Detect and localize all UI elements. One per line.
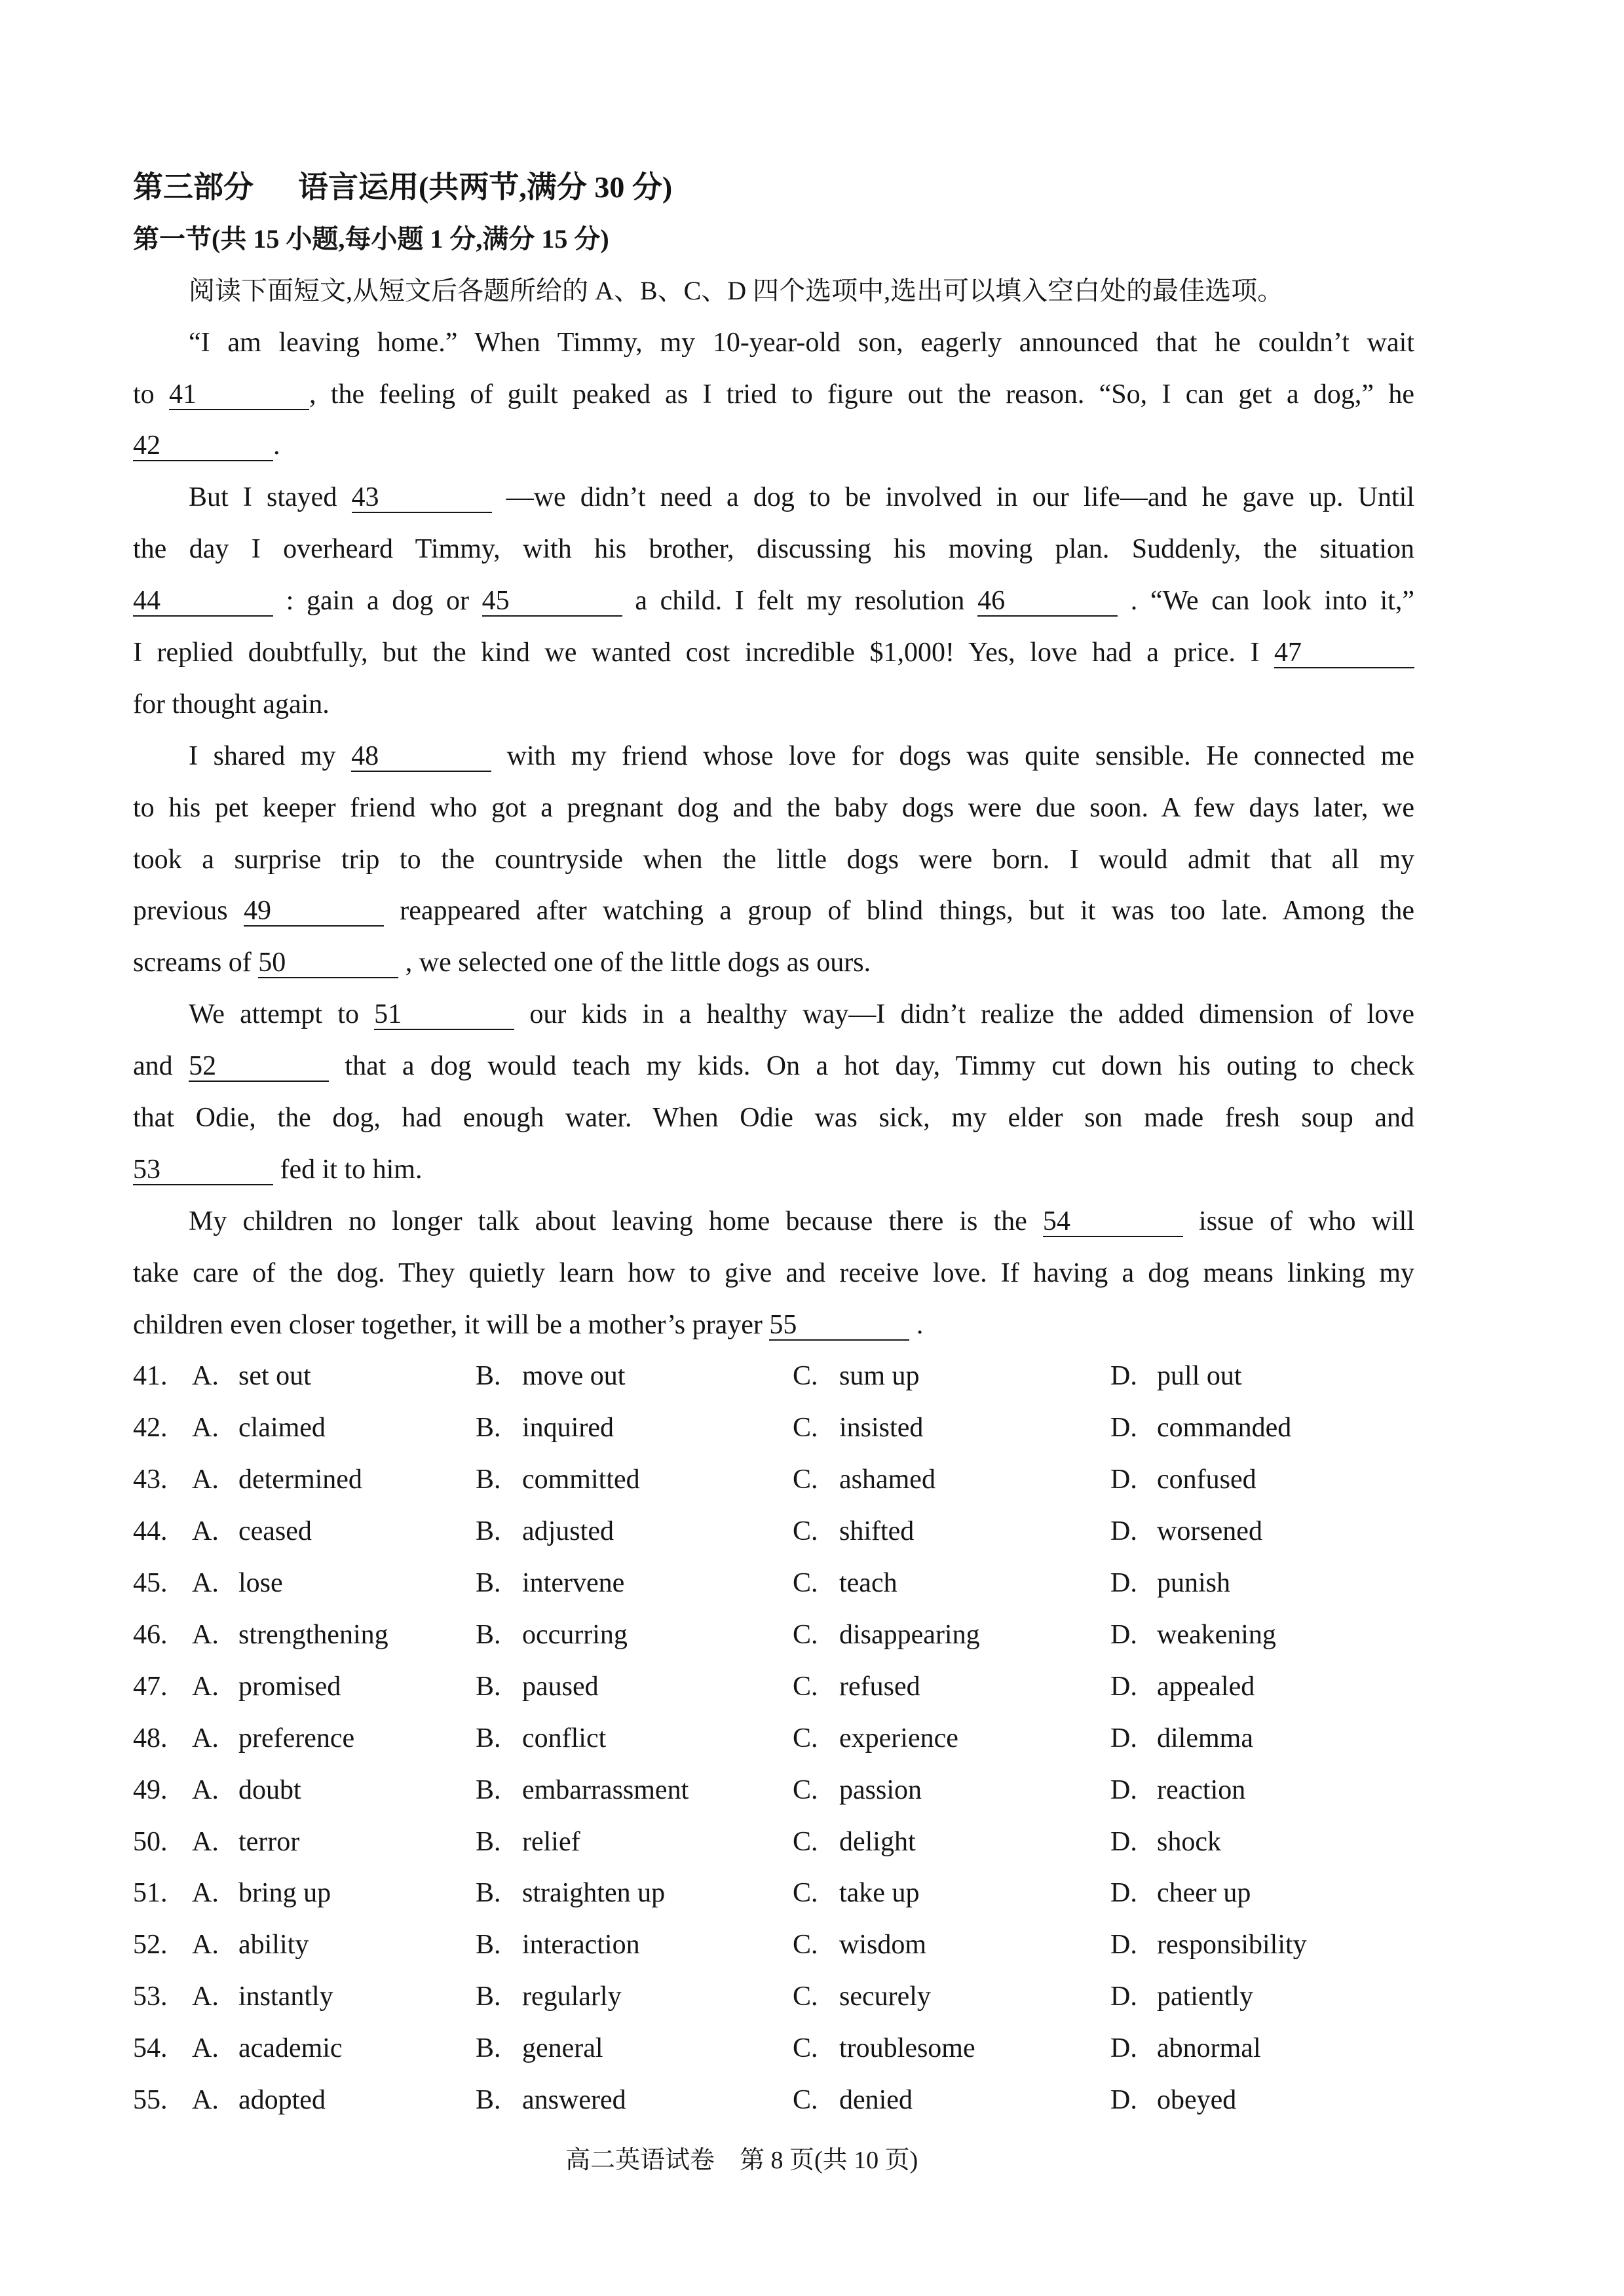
passage-line [133,834,1414,886]
blank-49: 49 [244,896,384,927]
option-text: interaction [522,1930,640,1961]
option-c [793,1713,958,1765]
question-row [133,2023,1414,2075]
question-row [133,1506,1414,1558]
passage-text: . [273,430,280,461]
blank-43: 43 [352,483,492,513]
passage-text: with my friend whose love for dogs was quite sensible. He connected me [491,740,1414,771]
option-d [1110,1506,1262,1558]
option-letter: C. [793,1826,818,1857]
option-text: patiently [1157,1981,1253,2012]
option-letter: B. [476,1619,501,1650]
option-letter: B. [476,1568,501,1599]
option-letter: C. [793,1774,818,1805]
option-text: adopted [238,2084,326,2115]
question-row [133,2075,1414,2126]
option-text: paused [522,1671,599,1702]
question-row [133,1402,1414,1454]
passage-line [133,575,1414,627]
option-a [192,1661,341,1713]
option-letter: C. [793,2084,818,2115]
option-b [476,1816,580,1868]
option-text: obeyed [1157,2084,1237,2115]
instructions: 阅读下面短文,从短文后各题所给的 A、B、C、D 四个选项中,选出可以填入空白处的最佳选项。 [189,275,1284,305]
question-row [133,1661,1414,1713]
option-text: disappearing [839,1619,980,1650]
option-letter: C. [793,1930,818,1961]
option-letter: B. [476,1878,501,1909]
passage-text: fed it to him. [273,1154,423,1185]
option-text: worsened [1157,1516,1262,1547]
option-letter: D. [1110,1878,1137,1909]
option-a [192,1765,301,1816]
passage-line [133,679,1414,731]
passage-line [133,1041,1414,1092]
option-letter: B. [476,1516,501,1547]
option-letter: D. [1110,1568,1137,1599]
blank-54: 54 [1043,1207,1183,1237]
blank-47: 47 [1274,638,1414,668]
question-number: 48. [133,1723,168,1753]
question-number: 50. [133,1826,168,1857]
option-d [1110,1713,1253,1765]
passage-text: issue of who will [1182,1206,1414,1236]
option-text: promised [238,1671,341,1702]
blank-45: 45 [482,586,622,617]
option-b [476,1713,606,1765]
passage-line [133,317,1414,369]
blank-46: 46 [977,586,1118,617]
option-b [476,1971,622,2023]
option-a [192,1971,333,2023]
option-letter: C. [793,1464,818,1495]
question-row [133,1816,1414,1868]
option-text: claimed [238,1413,326,1444]
blank-53: 53 [133,1155,273,1185]
option-b [476,1867,665,1919]
option-b [476,1350,625,1402]
option-d [1110,1350,1242,1402]
passage-text: and [133,1051,189,1082]
passage-line [133,989,1414,1041]
option-d [1110,1661,1255,1713]
subsection-heading: 第一节(共 15 小题,每小题 1 分,满分 15 分) [133,223,609,254]
option-text: passion [839,1774,922,1805]
question-row [133,1919,1414,1971]
option-letter: C. [793,1361,818,1392]
option-letter: B. [476,1361,501,1392]
option-letter: B. [476,1413,501,1444]
page-footer: 高二英语试卷 第 8 页(共 10 页) [565,2147,918,2174]
option-text: move out [522,1361,626,1392]
option-text: ability [238,1930,309,1961]
passage-text: reappeared after watching a group of blind things, but it was too late. Among the [383,896,1414,927]
option-text: wisdom [839,1930,927,1961]
option-letter: B. [476,2033,501,2064]
option-a [192,1402,326,1454]
passage-text: screams of [133,947,259,978]
option-a [192,1558,283,1609]
passage-text: for thought again. [133,689,330,719]
option-letter: A. [192,1619,219,1650]
question-number: 43. [133,1464,168,1495]
page-content [133,162,1414,2126]
passage-text: to [133,379,169,410]
passage-text: . [909,1309,924,1340]
option-c [793,1454,935,1506]
blank-50: 50 [258,948,398,978]
option-text: take up [839,1878,920,1909]
question-number: 53. [133,1981,168,2012]
option-letter: D. [1110,1723,1137,1753]
passage-line [133,1196,1414,1248]
option-b [476,1558,624,1609]
option-letter: C. [793,1413,818,1444]
option-c [793,1402,923,1454]
option-text: answered [522,2084,626,2115]
option-text: regularly [522,1981,622,2012]
passage-text: to his pet keeper friend who got a pregnant dog and the baby dogs were due soon. A few days later, we [133,792,1414,823]
passage-text: We attempt to [189,999,375,1030]
option-text: intervene [522,1568,625,1599]
option-b [476,1919,640,1971]
option-text: set out [238,1361,311,1392]
option-letter: C. [793,1671,818,1702]
option-text: preference [238,1723,355,1753]
blank-51: 51 [374,1000,514,1030]
passage-text: children even closer together, it will be a mother’s prayer [133,1309,770,1340]
option-text: inquired [522,1413,614,1444]
option-text: reaction [1157,1774,1246,1805]
option-letter: A. [192,1568,219,1599]
passage-line [133,731,1414,782]
option-text: weakening [1157,1619,1276,1650]
option-a [192,1816,299,1868]
question-number: 49. [133,1774,168,1805]
option-text: conflict [522,1723,607,1753]
option-d [1110,1867,1251,1919]
option-text: relief [522,1826,580,1857]
question-row [133,1713,1414,1765]
passage-line [133,1299,1414,1351]
passage-text: . “We can look into it,” [1118,586,1414,617]
option-text: ashamed [839,1464,935,1495]
option-c [793,1971,931,2023]
option-a [192,1867,331,1919]
option-letter: D. [1110,2084,1137,2115]
option-letter: D. [1110,1516,1137,1547]
passage-text: , the feeling of guilt peaked as I tried to figure out the reason. “So, I can get a dog,” he [309,379,1414,410]
option-text: occurring [522,1619,628,1650]
question-number: 46. [133,1619,168,1650]
option-d [1110,1609,1276,1661]
passage-text: —we didn’t need a dog to be involved in our life—and he gave up. Until [491,482,1415,513]
question-number: 51. [133,1878,168,1909]
option-a [192,1454,362,1506]
question-number: 52. [133,1930,168,1961]
option-text: general [522,2033,603,2064]
option-d [1110,1765,1245,1816]
option-text: punish [1157,1568,1231,1599]
option-text: straighten up [522,1878,666,1909]
option-d [1110,1816,1221,1868]
question-row [133,1609,1414,1661]
option-letter: A. [192,1413,219,1444]
option-text: adjusted [522,1516,614,1547]
question-number: 41. [133,1361,168,1392]
option-text: commanded [1157,1413,1292,1444]
passage-text: previous [133,896,244,927]
question-row [133,1765,1414,1816]
option-text: securely [839,1981,931,2012]
option-letter: A. [192,1464,219,1495]
option-letter: A. [192,2084,219,2115]
passage-line [133,369,1414,421]
option-b [476,1765,689,1816]
option-d [1110,1558,1230,1609]
option-letter: B. [476,1464,501,1495]
option-letter: D. [1110,1826,1137,1857]
option-text: teach [839,1568,897,1599]
passage-line [133,524,1414,575]
option-letter: C. [793,1981,818,2012]
question-row [133,1971,1414,2023]
section-title: 语言运用(共两节,满分 30 分) [298,170,673,204]
option-c [793,1506,914,1558]
option-letter: C. [793,2033,818,2064]
blank-55: 55 [769,1311,909,1341]
option-letter: C. [793,1723,818,1753]
option-d [1110,1454,1256,1506]
option-letter: D. [1110,1774,1137,1805]
option-d [1110,1971,1253,2023]
option-letter: B. [476,1930,501,1961]
question-number: 47. [133,1671,168,1702]
option-letter: B. [476,1723,501,1753]
option-letter: A. [192,1516,219,1547]
question-row [133,1350,1414,1402]
option-c [793,1816,916,1868]
passage-text: our kids in a healthy way—I didn’t realize the added dimension of love [514,999,1414,1030]
passage-text: “I am leaving home.” When Timmy, my 10-year-old son, eagerly announced that he couldn’t wait [189,327,1414,358]
option-c [793,1558,897,1609]
option-letter: D. [1110,1981,1137,2012]
question-row [133,1454,1414,1506]
passage-text: the day I overheard Timmy, with his brother, discussing his moving plan. Suddenly, the situation [133,534,1414,565]
passage-line [133,1248,1414,1299]
option-text: refused [839,1671,920,1702]
passage-text: : gain a dog or [273,586,482,617]
option-c [793,2075,913,2126]
option-letter: B. [476,2084,501,2115]
passage-text: a child. I felt my resolution [622,586,978,617]
option-letter: B. [476,1826,501,1857]
option-text: sum up [839,1361,920,1392]
option-text: instantly [238,1981,333,2012]
option-b [476,2023,603,2075]
question-number: 44. [133,1516,168,1547]
option-text: experience [839,1723,958,1753]
question-row [133,1867,1414,1919]
option-b [476,1402,614,1454]
option-c [793,1350,920,1402]
passage-text: that Odie, the dog, had enough water. When Odie was sick, my elder son made fresh soup and [133,1103,1414,1134]
option-a [192,1609,388,1661]
question-number: 55. [133,2084,168,2115]
option-text: academic [238,2033,343,2064]
option-letter: A. [192,1878,219,1909]
option-letter: B. [476,1671,501,1702]
passage-text: My children no longer talk about leaving home because there is the [189,1206,1043,1236]
option-letter: C. [793,1516,818,1547]
option-letter: B. [476,1981,501,2012]
cloze-passage [133,317,1414,1351]
question-number: 54. [133,2033,168,2064]
option-letter: A. [192,1981,219,2012]
option-c [793,1661,920,1713]
option-d [1110,2075,1236,2126]
option-text: lose [238,1568,283,1599]
question-number: 42. [133,1413,168,1444]
option-c [793,1609,980,1661]
option-c [793,1919,926,1971]
option-d [1110,1919,1307,1971]
section-part-label: 第三部分 [133,170,254,204]
option-text: embarrassment [522,1774,689,1805]
option-letter: D. [1110,1619,1137,1650]
passage-text: took a surprise trip to the countryside when the little dogs were born. I would admit that all my [133,844,1414,875]
passage-text: take care of the dog. They quietly learn how to give and receive love. If having a dog means linking my [133,1257,1414,1288]
option-letter: A. [192,1930,219,1961]
option-text: denied [839,2084,913,2115]
passage-line [133,1092,1414,1144]
passage-line [133,1144,1414,1196]
passage-line [133,420,1414,472]
question-row [133,1558,1414,1609]
option-a [192,1350,311,1402]
option-text: committed [522,1464,640,1495]
option-text: pull out [1157,1361,1242,1392]
passage-text: that a dog would teach my kids. On a hot day, Timmy cut down his outing to check [329,1051,1414,1082]
option-c [793,2023,975,2075]
option-text: shifted [839,1516,915,1547]
option-letter: D. [1110,1671,1137,1702]
option-text: strengthening [238,1619,388,1650]
option-text: ceased [238,1516,312,1547]
option-text: cheer up [1157,1878,1251,1909]
blank-42: 42 [133,431,273,461]
option-a [192,1919,309,1971]
blank-52: 52 [189,1052,329,1082]
option-letter: D. [1110,1413,1137,1444]
option-letter: B. [476,1774,501,1805]
option-letter: A. [192,1361,219,1392]
passage-line [133,472,1414,524]
blank-44: 44 [133,586,273,617]
option-letter: C. [793,1878,818,1909]
option-text: terror [238,1826,300,1857]
option-text: bring up [238,1878,331,1909]
option-text: delight [839,1826,916,1857]
option-letter: A. [192,1723,219,1753]
option-text: determined [238,1464,362,1495]
question-number: 45. [133,1568,168,1599]
passage-line [133,885,1414,937]
option-letter: C. [793,1568,818,1599]
option-letter: A. [192,2033,219,2064]
option-letter: C. [793,1619,818,1650]
option-text: abnormal [1157,2033,1261,2064]
option-letter: D. [1110,2033,1137,2064]
passage-line [133,627,1414,679]
blank-48: 48 [351,742,491,772]
option-text: dilemma [1157,1723,1253,1753]
option-text: confused [1157,1464,1256,1495]
option-text: responsibility [1157,1930,1307,1961]
option-a [192,2023,343,2075]
option-a [192,2075,326,2126]
option-letter: A. [192,1774,219,1805]
option-a [192,1506,312,1558]
option-c [793,1867,919,1919]
option-letter: D. [1110,1361,1137,1392]
option-a [192,1713,354,1765]
option-text: appealed [1157,1671,1255,1702]
blank-41: 41 [169,380,309,410]
option-letter: D. [1110,1464,1137,1495]
option-text: insisted [839,1413,924,1444]
passage-text: I shared my [189,740,352,771]
option-b [476,1609,628,1661]
option-d [1110,2023,1261,2075]
option-text: doubt [238,1774,301,1805]
option-c [793,1765,922,1816]
option-letter: A. [192,1826,219,1857]
option-letter: A. [192,1671,219,1702]
option-letter: D. [1110,1930,1137,1961]
passage-line [133,937,1414,989]
question-options [133,1350,1414,2126]
option-text: troublesome [839,2033,975,2064]
section-heading [133,162,1414,214]
option-b [476,2075,626,2126]
option-text: shock [1157,1826,1221,1857]
passage-text: I replied doubtfully, but the kind we wanted cost incredible $1,000! Yes, love had a price. I [133,638,1274,668]
passage-text: , we selected one of the little dogs as ours. [398,947,871,978]
option-b [476,1506,614,1558]
option-d [1110,1402,1291,1454]
passage-line [133,782,1414,834]
option-b [476,1454,640,1506]
passage-text: But I stayed [189,482,352,513]
option-b [476,1661,599,1713]
